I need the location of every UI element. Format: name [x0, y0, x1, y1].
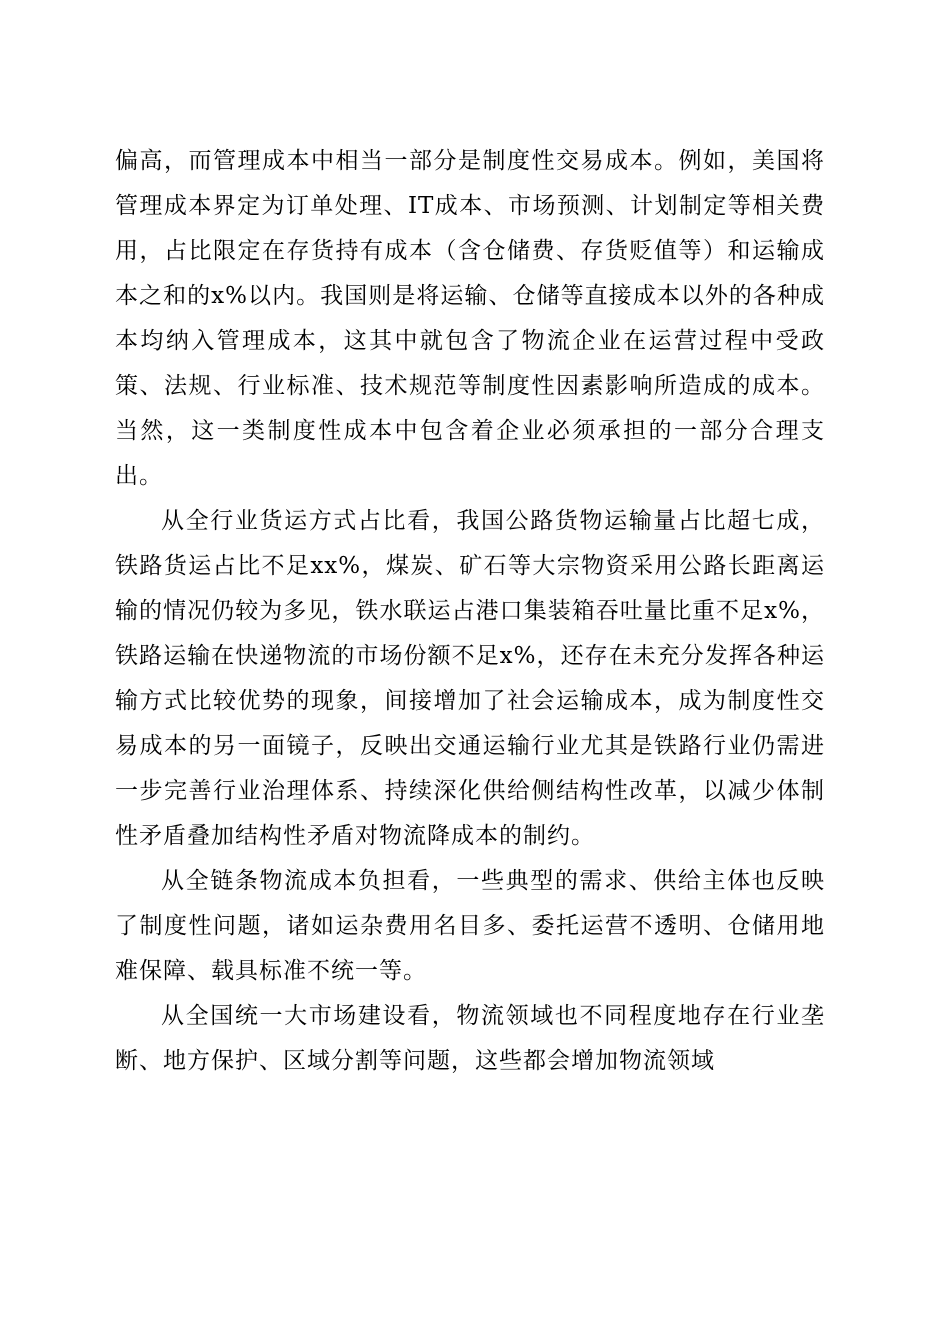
paragraph-3: 从全链条物流成本负担看，一些典型的需求、供给主体也反映了制度性问题，诸如运杂费用名目多、委托运营不透明、仓储用地难保障、载具标准不统一等。: [115, 868, 825, 984]
paragraph-2: 从全行业货运方式占比看，我国公路货物运输量占比超七成，铁路货运占比不足xx%，煤炭、矿石等大宗物资采用公路长距离运输的情况仍较为多见，铁水联运占港口集装箱吞吐量比重不足x%，铁路运输在快递物流的市场份额不足x%，还存在未充分发挥各种运输方式比较优势的现象，间接增加了社会运输成本，成为制度性交易成本的另一面镜子，反映出交通运输行业尤其是铁路行业仍需进一步完善行业治理体系、持续深化供给侧结构性改革，以减少体制性矛盾叠加结构性矛盾对物流降成本的制约。: [115, 508, 825, 849]
body-text: [115, 139, 825, 1084]
paragraph-1: 偏高，而管理成本中相当一部分是制度性交易成本。例如，美国将管理成本界定为订单处理、IT成本、市场预测、计划制定等相关费用，占比限定在存货持有成本（含仓储费、存货贬值等）和运输成本之和的x%以内。我国则是将运输、仓储等直接成本以外的各种成本均纳入管理成本，这其中就包含了物流企业在运营过程中受政策、法规、行业标准、技术规范等制度性因素影响所造成的成本。当然，这一类制度性成本中包含着企业必须承担的一部分合理支出。: [115, 148, 825, 489]
paragraph-4: 从全国统一大市场建设看，物流领域也不同程度地存在行业垄断、地方保护、区域分割等问题，这些都会增加物流领域: [115, 1003, 825, 1074]
